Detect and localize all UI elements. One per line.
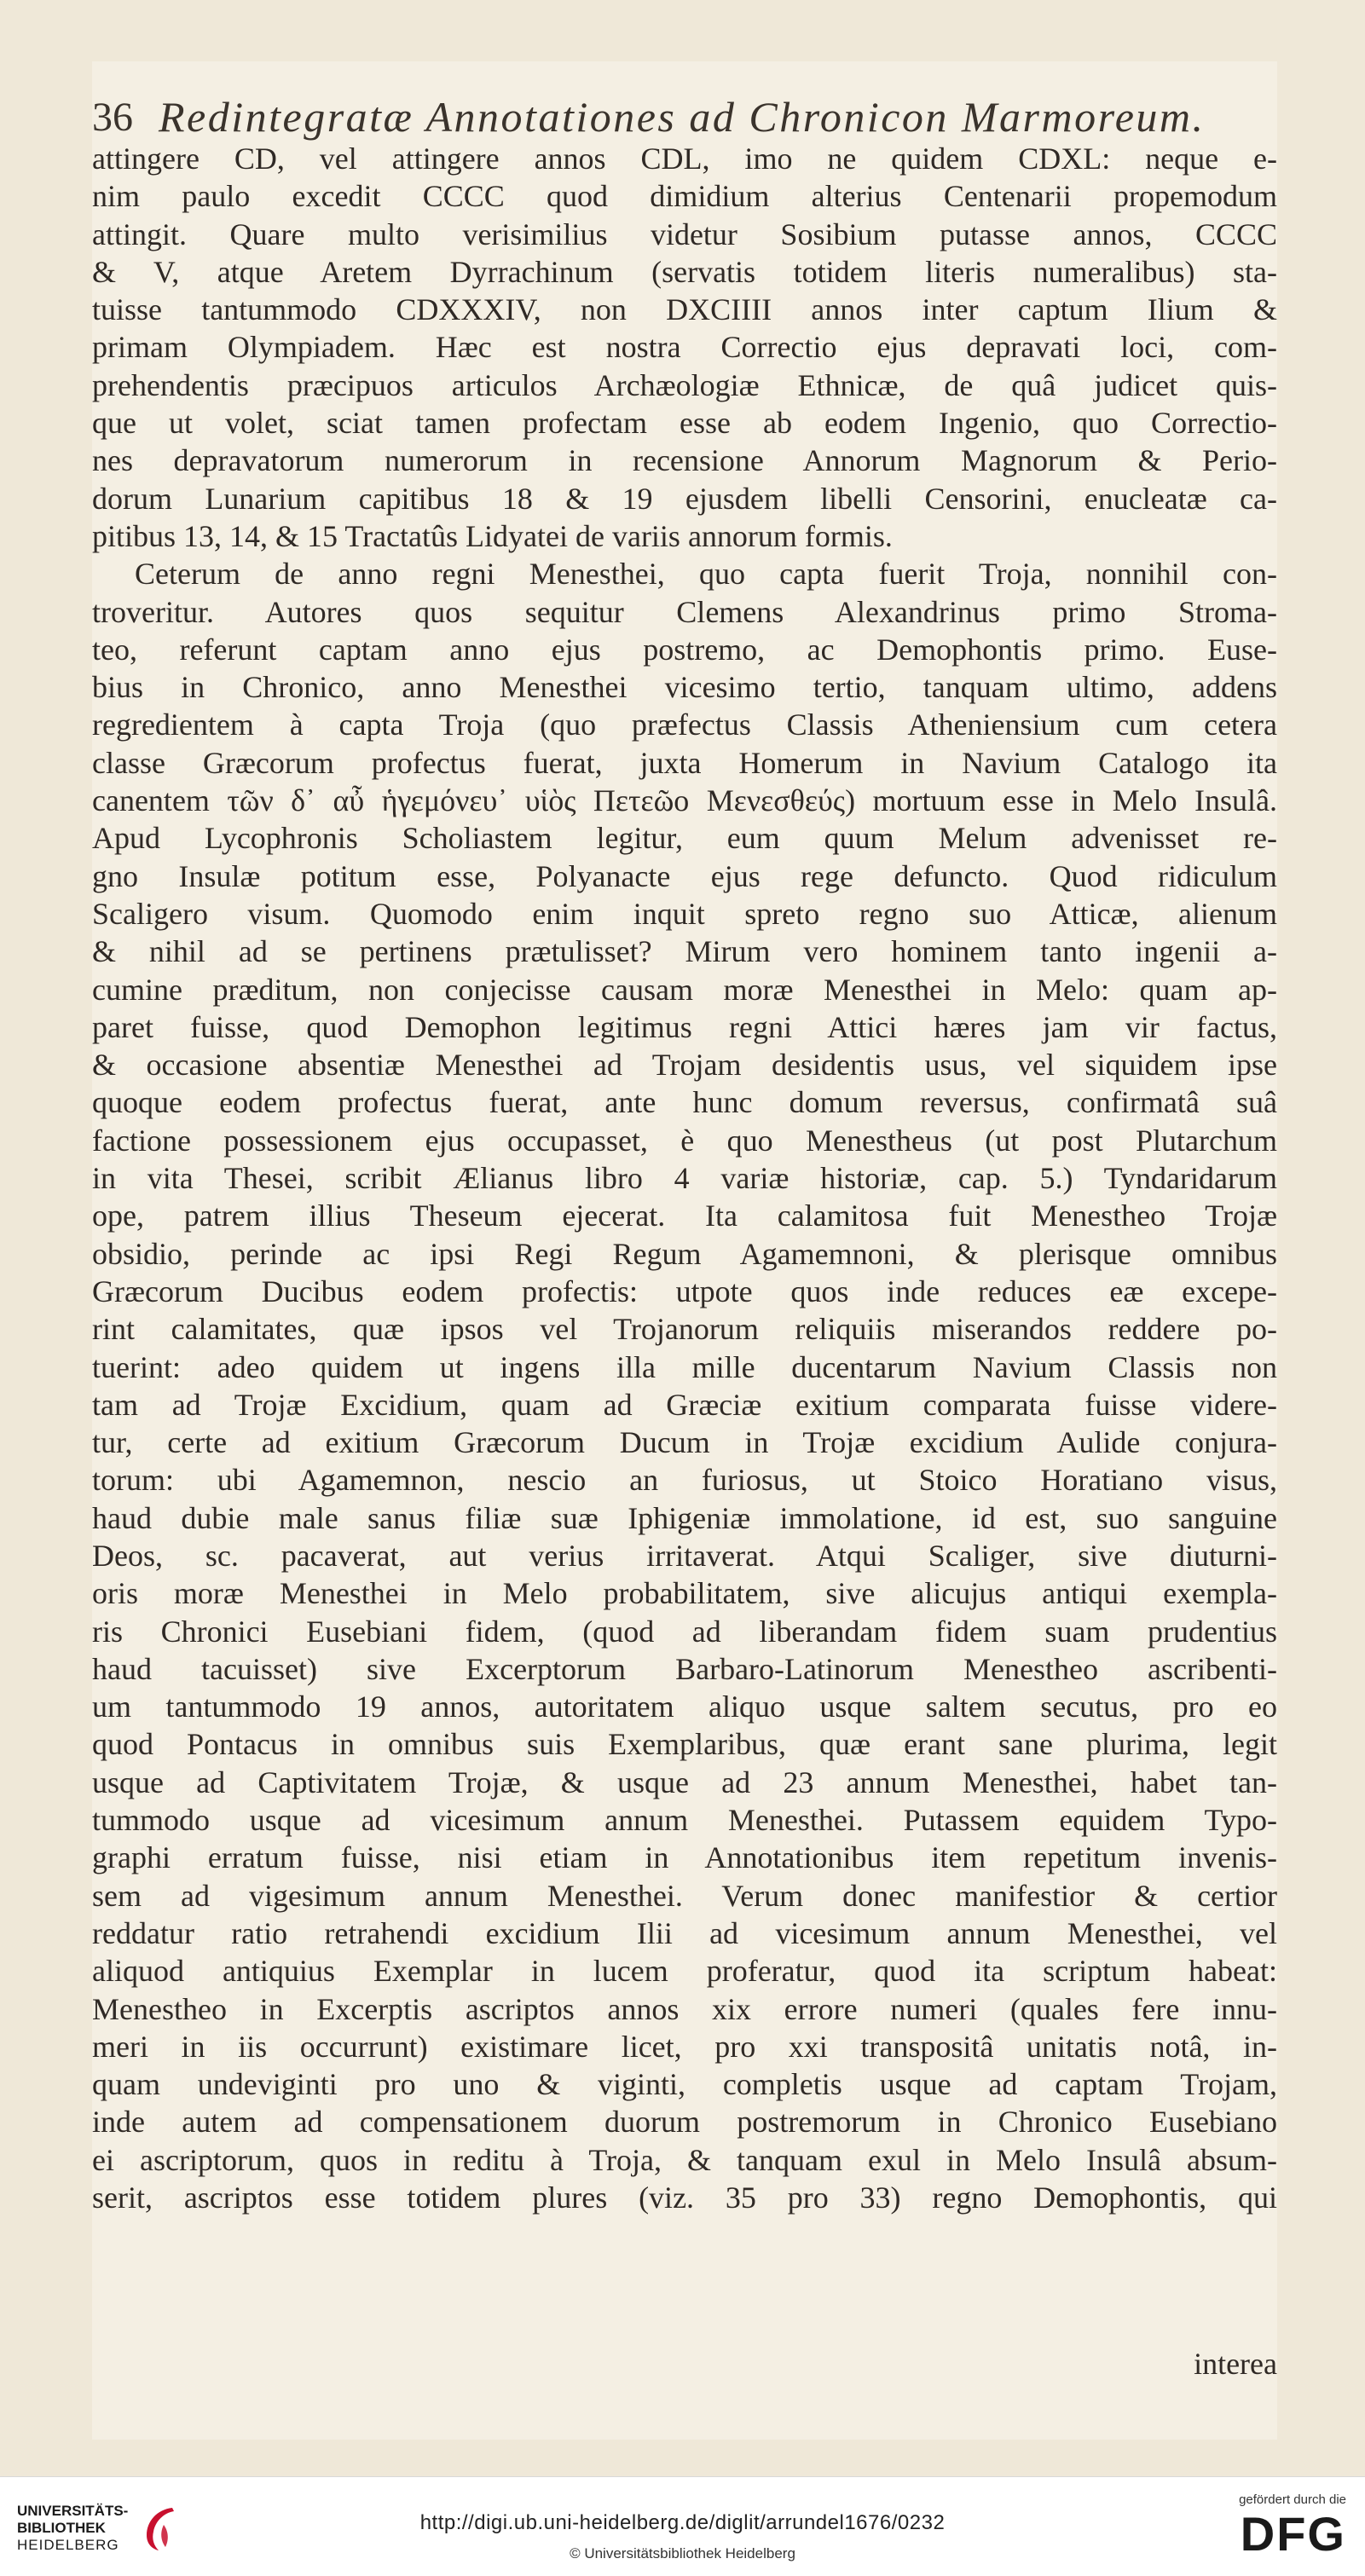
text-line: usque ad Captivitatem Trojæ, & usque ad 23 annum Menesthei, habet tan- — [92, 1765, 1277, 1799]
text-line: rint calamitates, quæ ipsos vel Trojanorum reliquiis miserandos reddere po- — [92, 1312, 1277, 1347]
text-line: paret fuisse, quod Demophon legitimus regni Attici hæres jam vir factus, — [92, 1009, 1277, 1044]
running-title: Redintegratæ Annotationes ad Chronicon Marmoreum. — [159, 93, 1206, 141]
text-line: regredientem à capta Troja (quo præfectus Classis Atheniensium cum cetera — [92, 708, 1277, 742]
text-line: Scaligero visum. Quomodo enim inquit spreto regno suo Atticæ, alienum — [92, 896, 1277, 931]
text-line: & nihil ad se pertinens prætulisset? Mirum vero hominem tanto ingenii a- — [92, 934, 1277, 969]
text-line: nim paulo excedit CCCC quod dimidium alterius Centenarii propemodum — [92, 179, 1277, 214]
text-line: tummodo usque ad vicesimum annum Menesthei. Putassem equidem Typo- — [92, 1803, 1277, 1838]
library-name-line-1: UNIVERSITÄTS- — [17, 2503, 129, 2519]
funder-caption: gefördert durch die — [1239, 2492, 1346, 2507]
text-line: factione possessionem ejus occupasset, è quo Menestheus (ut post Plutarchum — [92, 1123, 1277, 1158]
text-line: inde autem ad compensationem duorum postremorum in Chronico Eusebiano — [92, 2105, 1277, 2140]
permalink-url[interactable]: http://digi.ub.uni-heidelberg.de/diglit/arrundel1676/0232 — [419, 2511, 946, 2534]
text-line: in vita Thesei, scribit Ælianus libro 4 variæ historiæ, cap. 5.) Tyndaridarum — [92, 1161, 1277, 1196]
dfg-logo: DFG — [1240, 2507, 1346, 2561]
text-line: nes depravatorum numerorum in recensione Annorum Magnorum & Perio- — [92, 443, 1277, 478]
text-line: haud tacuisset) sive Excerptorum Barbaro-Latinorum Menestheo ascribenti- — [92, 1651, 1277, 1686]
text-line: tuerint: adeo quidem ut ingens illa mille ducentarum Navium Classis non — [92, 1349, 1277, 1384]
library-name-line-3: HEIDELBERG — [17, 2537, 119, 2553]
text-line: reddatur ratio retrahendi excidium Ilii ad vicesimum annum Menesthei, vel — [92, 1915, 1277, 1950]
text-line: ei ascriptorum, quos in reditu à Troja, & tanquam exul in Melo Insulâ absum- — [92, 2142, 1277, 2177]
text-line: graphi erratum fuisse, nisi etiam in Annotationibus item repetitum invenis- — [92, 1840, 1277, 1875]
text-line: teo, referunt captam anno ejus postremo, ac Demophontis primo. Euse- — [92, 632, 1277, 667]
text-line: tur, certe ad exitium Græcorum Ducum in Trojæ excidium Aulide conjura- — [92, 1425, 1277, 1460]
text-line: cumine præditum, non conjecisse causam moræ Menesthei in Melo: quam ap- — [92, 972, 1277, 1007]
library-name-line-2: BIBLIOTHEK — [17, 2520, 106, 2536]
text-line: torum: ubi Agamemnon, nescio an furiosus, ut Stoico Horatiano visus, — [92, 1463, 1277, 1498]
text-line: sem ad vigesimum annum Menesthei. Verum donec manifestior & certior — [92, 1878, 1277, 1913]
text-line: haud dubie male sanus filiæ suæ Iphigeniæ immolatione, id est, suo sanguine — [92, 1500, 1277, 1535]
text-line: Menestheo in Excerptis ascriptos annos xix errore numeri (quales fere innu- — [92, 1991, 1277, 2026]
dfg-funder[interactable] — [1239, 2492, 1346, 2562]
page-number: 36 — [92, 95, 133, 140]
text-line: prehendentis præcipuos articulos Archæologiæ Ethnicæ, de quâ judicet quis- — [92, 367, 1277, 402]
text-line: attingit. Quare multo verisimilius videtur Sosibium putasse annos, CCCC — [92, 217, 1277, 251]
text-line: ris Chronici Eusebiani fidem, (quod ad liberandam fidem suam prudentius — [92, 1614, 1277, 1649]
text-line: Ceterum de anno regni Menesthei, quo capta fuerit Troja, nonnihil con- — [135, 557, 1277, 592]
text-line: pitibus 13, 14, & 15 Tractatûs Lidyatei de variis annorum formis. — [92, 518, 893, 553]
text-line: oris moræ Menesthei in Melo probabilitatem, sive alicujus antiqui exempla- — [92, 1576, 1277, 1611]
text-line: quoque eodem profectus fuerat, ante hunc domum reversus, confirmatâ suâ — [92, 1085, 1277, 1120]
text-line: & V, atque Aretem Dyrrachinum (servatis totidem literis numeralibus) sta- — [92, 254, 1277, 289]
text-line: que ut volet, sciat tamen profectam esse ab eodem Ingenio, quo Correctio- — [92, 406, 1277, 441]
body-text — [92, 140, 1277, 2216]
viewer-footer — [0, 2476, 1365, 2576]
text-line: Deos, sc. pacaverat, aut verius irritaverat. Atqui Scaliger, sive diuturni- — [92, 1538, 1277, 1573]
copyright-notice: © Universitätsbibliothek Heidelberg — [570, 2545, 795, 2562]
text-line: obsidio, perinde ac ipsi Regi Regum Agamemnoni, & plerisque omnibus — [92, 1236, 1277, 1271]
text-line: gno Insulæ potitum esse, Polyanacte ejus rege defuncto. Quod ridiculum — [92, 858, 1277, 893]
text-line: classe Græcorum profectus fuerat, juxta Homerum in Navium Catalogo ita — [92, 745, 1277, 780]
text-line: & occasione absentiæ Menesthei ad Trojam desidentis usus, vel siquidem ipse — [92, 1048, 1277, 1083]
text-line: Græcorum Ducibus eodem profectis: utpote quos inde reduces eæ excepe- — [92, 1274, 1277, 1308]
text-line: tuisse tantummodo CDXXXIV, non DXCIIII annos inter captum Ilium & — [92, 292, 1277, 327]
text-line: serit, ascriptos esse totidem plures (viz. 35 pro 33) regno Demophontis, qui — [92, 2180, 1277, 2215]
text-line: bius in Chronico, anno Menesthei vicesimo tertio, tanquam ultimo, addens — [92, 670, 1277, 705]
text-line: quod Pontacus in omnibus suis Exemplaribus, quæ erant sane plurima, legit — [92, 1727, 1277, 1762]
page-header — [92, 61, 1277, 141]
book-page — [92, 61, 1277, 2440]
text-line: meri in iis occurrunt) existimare licet, pro xxi transpositâ unitatis notâ, in- — [92, 2029, 1277, 2064]
text-line: um tantummodo 19 annos, autoritatem aliquo usque saltem secutus, pro eo — [92, 1689, 1277, 1724]
text-line: dorum Lunarium capitibus 18 & 19 ejusdem libelli Censorini, enucleatæ ca- — [92, 481, 1277, 516]
text-line: canentem τῶν δ᾽ αὖ ἡγεμόνευ᾽ υἱὸς Πετεῶο Μενεσθεύς) mortuum esse in Melo Insulâ. — [92, 783, 1277, 818]
text-line: aliquod antiquius Exemplar in lucem proferatur, quod ita scriptum habeat: — [92, 1954, 1277, 1989]
catchword: interea — [1194, 2347, 1277, 2381]
text-line: tam ad Trojæ Excidium, quam ad Græciæ exitium comparata fuisse videre- — [92, 1387, 1277, 1422]
text-line: ope, patrem illius Theseum ejecerat. Ita calamitosa fuit Menestheo Trojæ — [92, 1198, 1277, 1233]
text-line: quam undeviginti pro uno & viginti, completis usque ad captam Trojam, — [92, 2067, 1277, 2102]
text-line: troveritur. Autores quos sequitur Clemens Alexandrinus primo Stroma- — [92, 594, 1277, 629]
text-line: primam Olympiadem. Hæc est nostra Correctio ejus depravati loci, com- — [92, 330, 1277, 365]
text-line: Apud Lycophronis Scholiastem legitur, eum quum Melum advenisset re- — [92, 821, 1277, 856]
text-line: attingere CD, vel attingere annos CDL, imo ne quidem CDXL: neque e- — [92, 142, 1277, 176]
